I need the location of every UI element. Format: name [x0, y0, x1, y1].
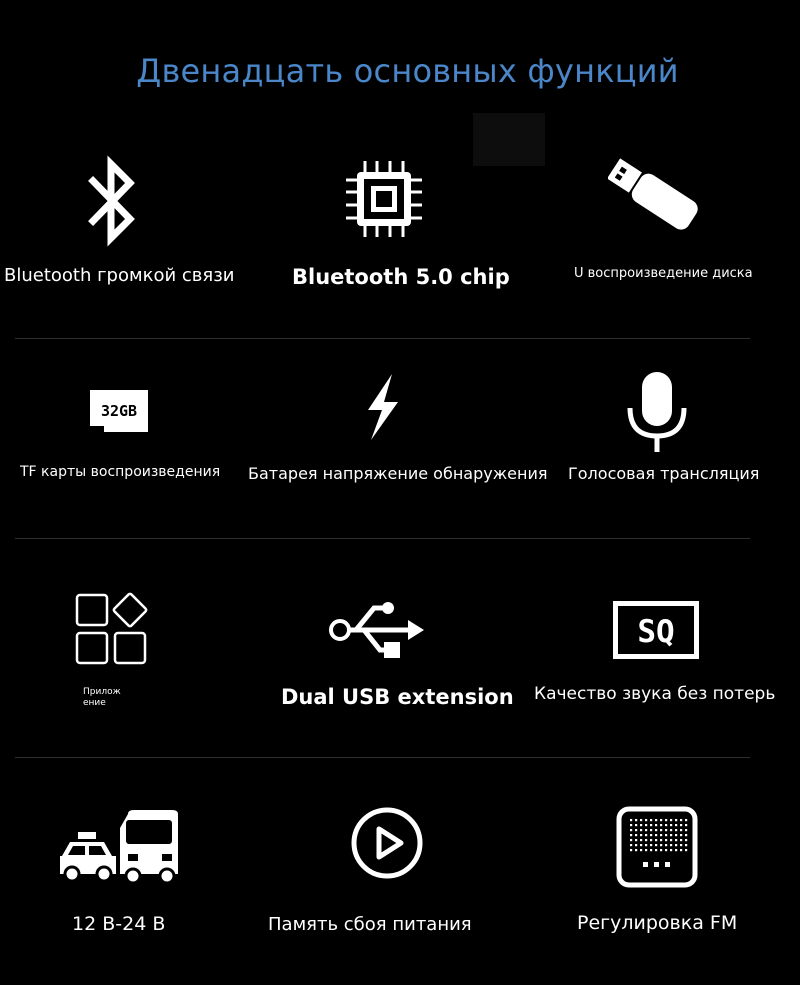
bluetooth-icon [86, 155, 138, 247]
apps-grid-icon [74, 590, 156, 668]
microphone-icon [624, 370, 690, 456]
feature-label-battery: Батарея напряжение обнаружения [248, 464, 548, 483]
play-circle-icon [350, 806, 424, 880]
feature-label-chip: Bluetooth 5.0 chip [292, 265, 510, 289]
feature-label-memory: Память сбоя питания [268, 914, 472, 935]
feature-label-voice: Голосовая трансляция [568, 464, 760, 483]
row-divider [15, 757, 750, 758]
feature-label-bluetooth: Bluetooth громкой связи [4, 265, 235, 286]
sd-card-capacity: 32GB [100, 402, 138, 420]
usb-symbol-icon [328, 600, 426, 662]
feature-label-usb-disk: U воспроизведение диска [574, 266, 753, 281]
chip-icon [343, 158, 425, 240]
sd-card-icon [88, 388, 150, 434]
usb-flash-drive-icon [608, 158, 698, 230]
feature-label-tf-card: TF карты воспроизведения [20, 464, 221, 480]
sq-badge-icon [613, 601, 699, 659]
lightning-icon [362, 372, 402, 442]
feature-label-dual-usb: Dual USB extension [281, 685, 514, 709]
decorative-box [473, 113, 545, 166]
feature-label-lossless: Качество звука без потерь [534, 684, 776, 704]
radio-icon [616, 806, 698, 888]
row-divider [15, 338, 750, 339]
feature-label-fm: Регулировка FM [577, 912, 738, 934]
feature-label-apps: Прилож ение [83, 687, 121, 708]
page-title: Двенадцать основных функций [136, 52, 679, 90]
row-divider [15, 538, 750, 539]
sq-badge-text: SQ [637, 614, 675, 650]
feature-label-voltage: 12 В-24 В [72, 913, 166, 935]
taxi-bus-icon [58, 808, 180, 884]
